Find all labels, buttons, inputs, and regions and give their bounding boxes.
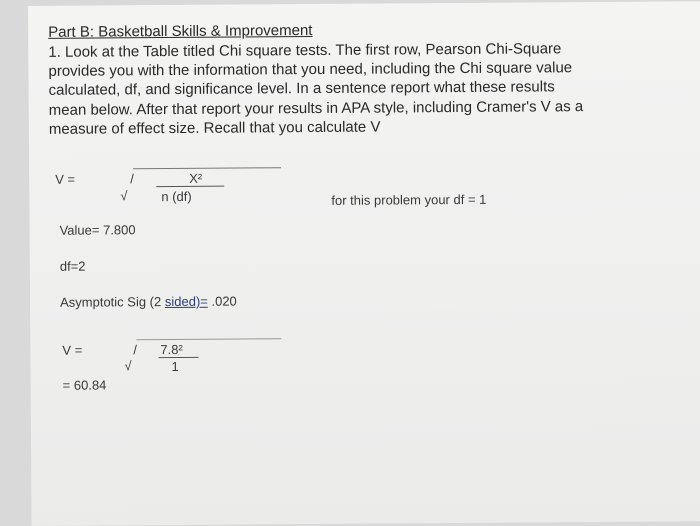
- instructions-paragraph: [48, 39, 583, 139]
- formula1-fraction-bar: [156, 186, 224, 187]
- value-line: Value= 7.800: [59, 222, 136, 238]
- instruction-line: measure of effect size. Recall that you calculate V: [48, 118, 381, 138]
- sig-suffix: .020: [207, 293, 237, 309]
- formula2-lhs: V =: [62, 342, 83, 358]
- instruction-line: 1. Look at the Table titled Chi square tests. The first row, Pearson Chi-Square: [48, 40, 562, 61]
- formula2-radical-bar: [136, 338, 281, 340]
- formula1-lhs: V =: [55, 171, 76, 187]
- section-heading: Part B: Basketball Skills & Improvement: [48, 22, 313, 41]
- sig-prefix: Asymptotic Sig (2: [60, 294, 165, 310]
- formula2-numerator: 7.8²: [160, 341, 183, 358]
- formula1-denominator: n (df): [161, 188, 192, 205]
- instruction-line: calculated, df, and significance level. In a sentence report what these results: [48, 78, 555, 100]
- instruction-line: provides you with the information that you need, including the Chi square value: [48, 59, 573, 81]
- formula2-denominator: 1: [171, 358, 179, 375]
- sig-link: sided)=: [164, 293, 208, 310]
- formula2-fraction-bar: [158, 357, 198, 358]
- instruction-line: mean below. After that report your results in APA style, including Cramer's V as a: [48, 97, 584, 119]
- df-line: df=2: [59, 258, 86, 274]
- formula1-numerator: X²: [189, 170, 203, 186]
- asymptotic-sig-line: [60, 294, 237, 310]
- formula2-radical-slash: /: [133, 342, 138, 358]
- df-note: for this problem your df = 1: [331, 191, 487, 208]
- formula1-radical-bar: [133, 167, 281, 169]
- document-page: [28, 1, 700, 526]
- result-line: = 60.84: [62, 377, 107, 393]
- formula1-radical-slash: /: [130, 171, 134, 187]
- formula2-radical-check: √: [124, 358, 132, 374]
- formula1-radical-check: √: [120, 188, 128, 204]
